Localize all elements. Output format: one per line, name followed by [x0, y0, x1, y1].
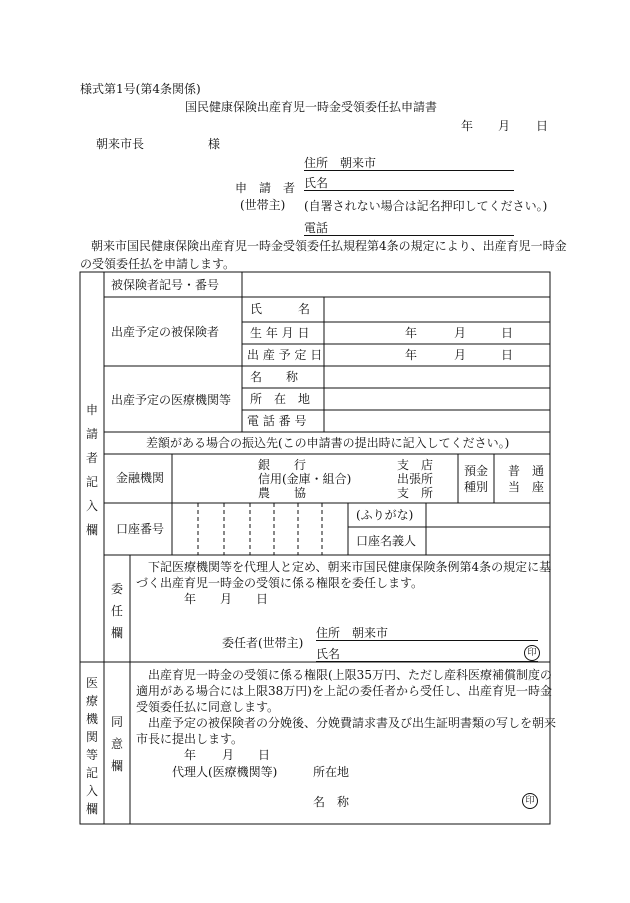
form-number: 様式第1号(第4条関係) — [80, 82, 201, 96]
section1-label-0: 申 — [85, 403, 98, 417]
consent-label-1: 意 — [110, 737, 123, 751]
section2-label-6: 入 — [85, 784, 98, 798]
date-day: 日 — [536, 119, 549, 133]
agent-name-label: 名 称 — [313, 795, 350, 809]
consent-text-5: 市長に提出します。 — [136, 732, 244, 746]
consent-text-1: 出産育児一時金の受領に係る権限(上限35万円、ただし産科医療補償制度の — [148, 668, 552, 682]
delegator-name-label: 氏名 — [316, 647, 341, 661]
section1-label-4: 入 — [85, 499, 98, 513]
section2-label-5: 記 — [85, 766, 98, 780]
delegation-label-1: 任 — [110, 604, 123, 618]
agent-location-label: 所在地 — [313, 765, 350, 779]
branch-sub: 支 所 — [397, 486, 434, 500]
addressee: 朝来市長 — [96, 137, 145, 151]
applicant-sub-label: (世帯主) — [240, 198, 286, 212]
deposit-type-current: 当 座 — [508, 480, 545, 494]
delegator-address-underline — [316, 640, 538, 641]
applicant-phone-label: 電話 — [304, 221, 329, 235]
facility-location-label: 所 在 地 — [250, 392, 311, 406]
intro-line1: 朝来市国民健康保険出産育児一時金受領委任払規程第4条の規定により、出産育児一時金 — [91, 239, 567, 253]
delegation-day: 日 — [256, 592, 269, 606]
date-month: 月 — [498, 119, 511, 133]
deposit-type-label-1: 預金 — [464, 464, 489, 478]
branch-outpost: 出張所 — [397, 472, 434, 486]
applicant-name-label: 氏名 — [304, 176, 329, 190]
bank-label: 金融機関 — [116, 471, 165, 485]
delegator-name-underline — [316, 661, 538, 662]
consent-text-3: 受領委任払に同意します。 — [136, 700, 280, 714]
consent-text-4: 出産予定の被保険者の分娩後、分娩費請求書及び出生証明書類の写しを朝来 — [148, 716, 557, 730]
bank-type-credit: 信用(金庫・組合) — [258, 472, 352, 486]
consent-text-2: 適用がある場合には上限38万円)を上記の委任者から受任し、出産育児一時金 — [136, 684, 552, 698]
birth-label: 生 年 月 日 — [250, 326, 310, 340]
delegator-address-label: 住所 朝来市 — [316, 626, 389, 640]
section2-label-7: 欄 — [85, 802, 98, 816]
account-holder-label: 口座名義人 — [356, 534, 417, 548]
furigana-label: (ふりがな) — [356, 508, 414, 522]
consent-label-2: 欄 — [110, 759, 123, 773]
facility-name-label: 名 称 — [250, 370, 299, 384]
applicant-note: (自署されない場合は記名押印してください。) — [304, 199, 548, 213]
delegation-month: 月 — [220, 592, 233, 606]
account-number-label: 口座番号 — [116, 522, 165, 536]
transfer-note: 差額がある場合の振込先(この申請書の提出時に記入してください。) — [146, 436, 510, 450]
delegation-label-2: 欄 — [110, 626, 123, 640]
section1-label-3: 記 — [85, 475, 98, 489]
consent-year: 年 — [184, 748, 197, 762]
facility-label: 出産予定の医療機関等 — [111, 393, 232, 407]
intro-line2: の受領委任払を申請します。 — [80, 257, 236, 271]
birth-year: 年 — [405, 326, 418, 340]
consent-day: 日 — [258, 748, 271, 762]
section2-label-3: 関 — [85, 730, 98, 744]
birth-month: 月 — [454, 326, 467, 340]
delegation-label-0: 委 — [110, 582, 123, 596]
delegator-label: 委任者(世帯主) — [222, 636, 304, 650]
deposit-type-ordinary: 普 通 — [508, 464, 545, 478]
due-day: 日 — [501, 348, 514, 362]
name-label: 氏 名 — [250, 302, 311, 316]
consent-label-0: 同 — [110, 715, 123, 729]
deposit-type-label-2: 種別 — [464, 480, 489, 494]
form-title: 国民健康保険出産育児一時金受領委任払申請書 — [185, 100, 438, 114]
due-label: 出 産 予 定 日 — [247, 348, 323, 362]
bank-type-agri: 農 協 — [258, 486, 307, 500]
due-year: 年 — [405, 348, 418, 362]
section2-label-2: 機 — [85, 712, 98, 726]
section2-label-4: 等 — [85, 748, 98, 762]
section1-label-2: 者 — [85, 451, 98, 465]
delegator-seal: 印 — [524, 645, 540, 661]
date-year: 年 — [461, 119, 474, 133]
honorific: 様 — [208, 137, 221, 151]
agent-label: 代理人(医療機関等) — [172, 765, 278, 779]
section2-label-0: 医 — [85, 676, 98, 690]
section2-label-1: 療 — [85, 694, 98, 708]
insured-number-label: 被保険者記号・番号 — [111, 278, 220, 292]
bank-type-bank: 銀 行 — [258, 458, 307, 472]
delegation-year: 年 — [184, 592, 197, 606]
consent-month: 月 — [222, 748, 235, 762]
section1-label-5: 欄 — [85, 523, 98, 537]
section1-label-1: 請 — [85, 427, 98, 441]
applicant-label: 申 請 者 — [235, 181, 296, 195]
delegation-text-2: づく出産育児一時金の受領に係る権限を委任します。 — [136, 576, 424, 590]
agent-seal: 印 — [522, 793, 538, 809]
applicant-address-label: 住所 朝来市 — [304, 156, 377, 170]
birth-day: 日 — [501, 326, 514, 340]
facility-phone-label: 電 話 番 号 — [247, 414, 307, 428]
due-month: 月 — [454, 348, 467, 362]
delegation-text-1: 下記医療機関等を代理人と定め、朝来市国民健康保険条例第4条の規定に基 — [148, 560, 552, 574]
branch-office: 支 店 — [397, 458, 434, 472]
expected-insured-label: 出産予定の被保険者 — [111, 325, 220, 339]
